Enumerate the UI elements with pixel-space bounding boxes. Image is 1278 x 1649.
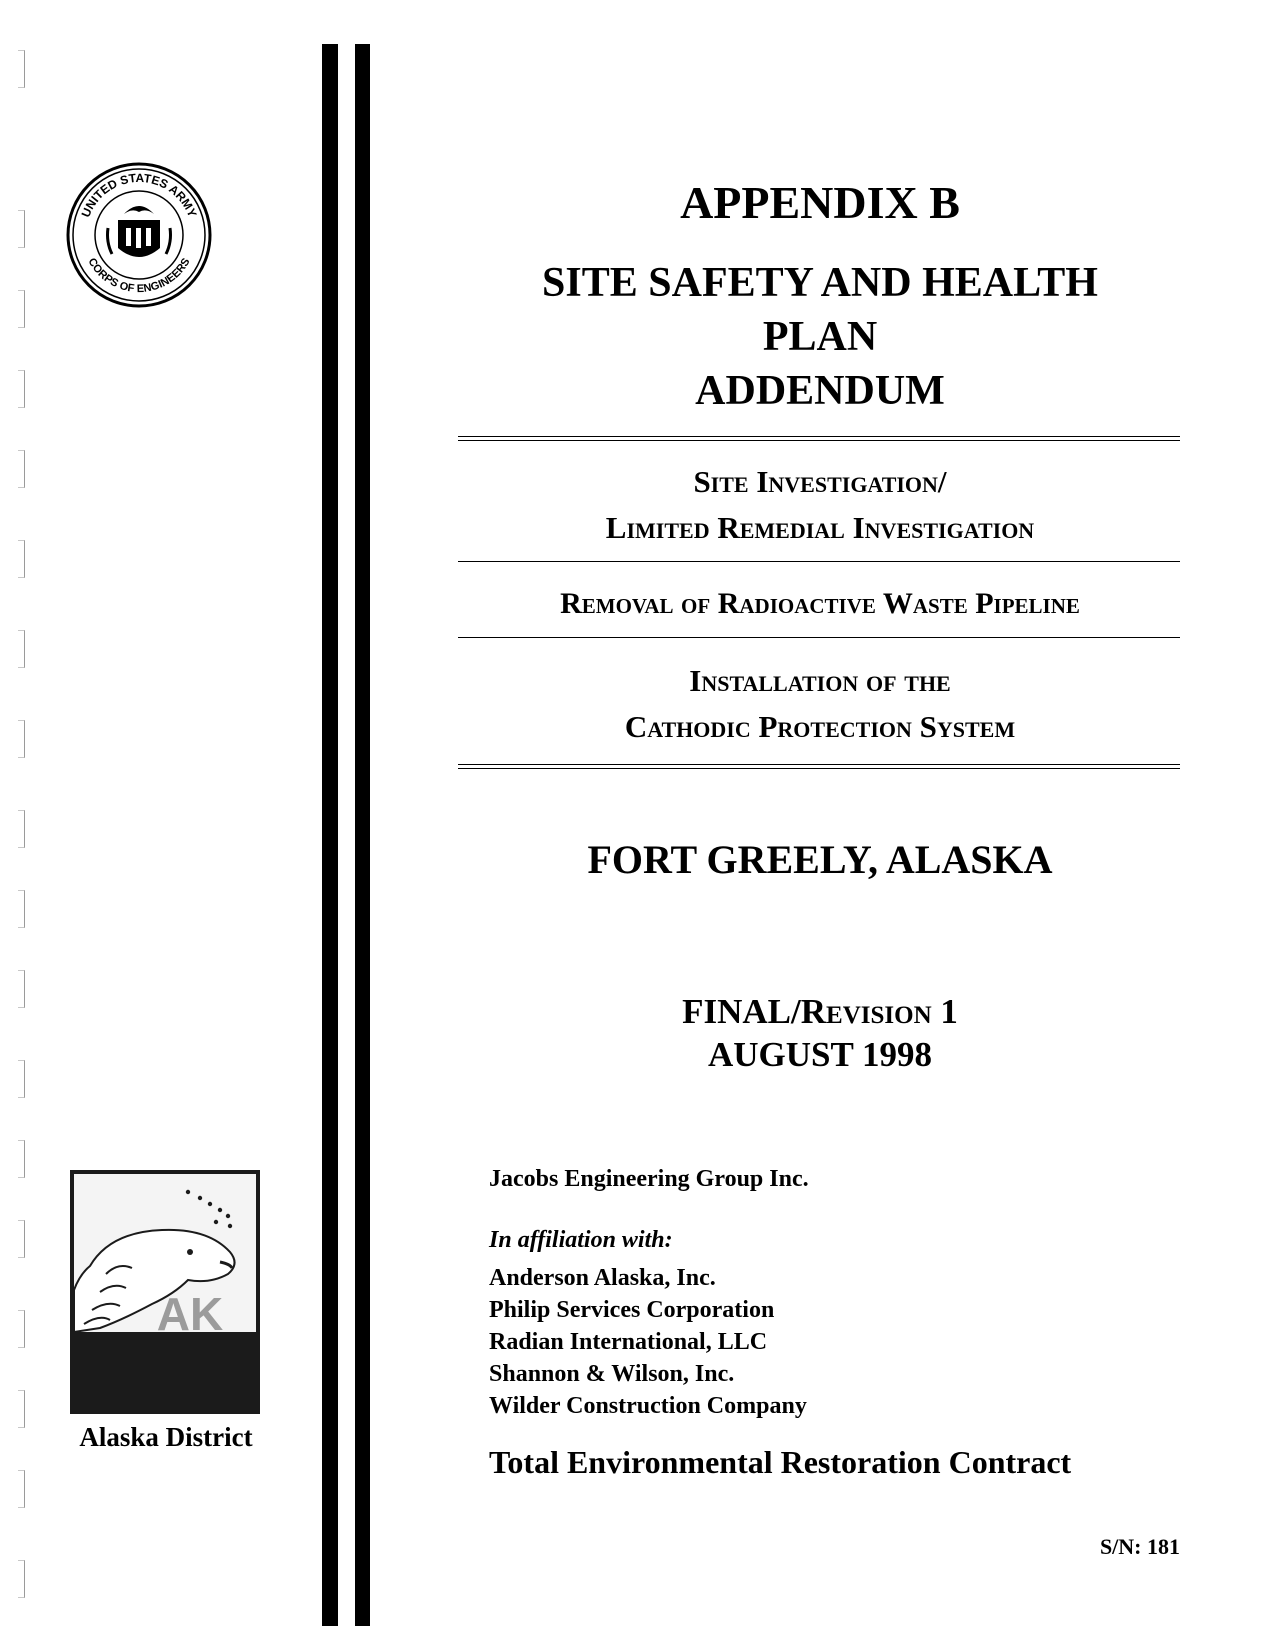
contractor-name: Jacobs Engineering Group Inc. <box>489 1166 809 1192</box>
list-item: Philip Services Corporation <box>489 1297 775 1323</box>
seal-bottom-text: CORPS OF ENGINEERS <box>85 256 193 296</box>
divider-bottom <box>458 764 1180 769</box>
district-label: Alaska District <box>79 1422 253 1452</box>
binder-edge-marks <box>14 40 28 1620</box>
list-item: Radian International, LLC <box>489 1329 768 1355</box>
list-item: Shannon & Wilson, Inc. <box>489 1361 735 1387</box>
revision-date: AUGUST 1998 <box>708 1035 932 1074</box>
revision-word: Revision <box>800 992 932 1031</box>
plan-title-line-2: PLAN <box>762 314 878 360</box>
alaska-district-logo <box>70 1170 260 1414</box>
revision-status <box>440 994 1200 1029</box>
serial-number: S/N: 181 <box>1099 1534 1180 1559</box>
district-logo-text: AK <box>156 1288 224 1340</box>
scope-limited-remedial: Limited Remedial Investigation <box>605 510 1035 545</box>
revision-prefix: FINAL/ <box>682 992 801 1031</box>
polar-bear-icon <box>70 1170 260 1414</box>
army-corps-seal <box>66 162 212 308</box>
scope-pipeline-removal: Removal of Radioactive Waste Pipeline <box>560 587 1080 620</box>
location-title: FORT GREELY, ALASKA <box>587 837 1053 882</box>
divider-2 <box>458 637 1180 638</box>
affiliation-label: In affiliation with: <box>489 1227 673 1253</box>
appendix-title: APPENDIX B <box>680 177 960 228</box>
contract-name: Total Environmental Restoration Contract <box>489 1444 1072 1480</box>
revision-number: 1 <box>931 992 958 1031</box>
scope-cathodic-protection: Cathodic Protection System <box>624 709 1016 744</box>
divider-1 <box>458 561 1180 562</box>
plan-title-line-1: SITE SAFETY AND HEALTH <box>542 260 1098 306</box>
list-item: Anderson Alaska, Inc. <box>489 1265 716 1291</box>
seal-top-text: UNITED STATES ARMY <box>78 170 200 220</box>
list-item: Wilder Construction Company <box>489 1393 807 1419</box>
binding-bar-left <box>322 44 338 1626</box>
scope-site-investigation: Site Investigation/ <box>693 464 947 499</box>
binding-bar-right <box>355 44 370 1626</box>
divider-top <box>458 436 1180 441</box>
affiliate-list <box>489 1262 807 1422</box>
scope-installation: Installation of the <box>689 663 951 698</box>
vertical-binding-bars <box>322 44 370 1626</box>
plan-title-line-3: ADDENDUM <box>695 368 945 414</box>
